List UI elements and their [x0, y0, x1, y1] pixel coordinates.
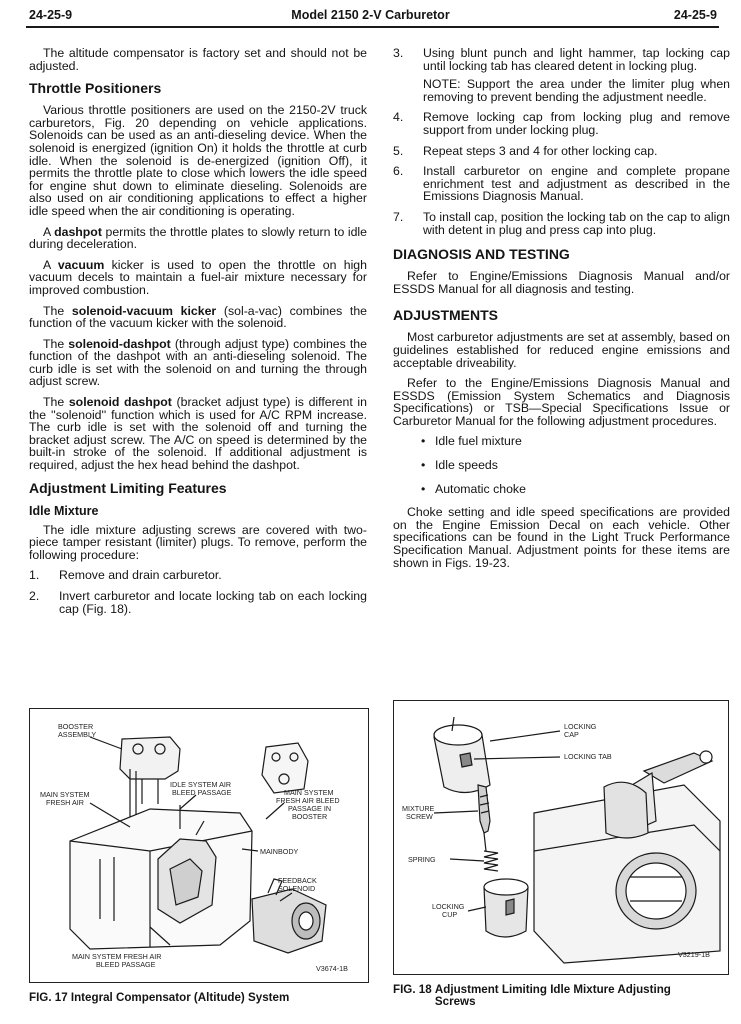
right-column	[393, 47, 730, 577]
label-spring: SPRING	[408, 855, 436, 864]
figure-18-number: FIG. 18	[393, 983, 432, 996]
label-booster-2: BOOSTER	[292, 812, 328, 821]
solenoid-dashpot-term: solenoid-dashpot	[68, 336, 171, 351]
label-assembly: ASSEMBLY	[58, 730, 97, 739]
label-passage-in: PASSAGE IN	[288, 804, 332, 813]
label-mixture: MIXTURE	[402, 804, 435, 813]
idle-mixture-heading: Idle Mixture	[29, 503, 99, 518]
figure-18-caption	[393, 984, 729, 1008]
page-header	[0, 6, 741, 26]
label-mainbody: MAINBODY	[260, 847, 299, 856]
procedure-steps-left	[29, 569, 367, 615]
idle-mixture-limiter-illustration	[394, 701, 727, 973]
label-booster: BOOSTER	[58, 722, 94, 731]
label-main-system-2: MAIN SYSTEM	[284, 788, 334, 797]
support-note: NOTE: Support the area under the limiter plug when removing to prevent bending the adjustment needle.	[423, 77, 730, 104]
dashpot-term: dashpot	[54, 224, 102, 239]
figure-17	[29, 708, 369, 983]
list-item: 3. Using blunt punch and light hammer, tap locking cap until locking tab has cleared detent in locking plug. NOTE: Support the area under the limiter plug when removing to prevent bending the adjustment needle.	[393, 46, 730, 104]
label-cap: CAP	[564, 730, 579, 739]
figure-code: V3674-1B	[316, 964, 348, 973]
figure-17-caption: FIG. 17 Integral Compensator (Altitude) System	[29, 991, 290, 1004]
carburetor-compensator-illustration	[30, 709, 367, 981]
altitude-intro: The altitude compensator is factory set and should not be adjusted.	[29, 46, 367, 73]
label-bleed-passage-2: BLEED PASSAGE	[96, 960, 156, 969]
page-number-left: 24-25-9	[29, 8, 73, 22]
page-number-right: 24-25-9	[673, 8, 717, 22]
label-locking: LOCKING	[564, 722, 597, 731]
diagnosis-paragraph: Refer to Engine/Emissions Diagnosis Manual and/or ESSDS Manual for all diagnosis and testing.	[393, 269, 730, 296]
list-item: 4. Remove locking cap from locking plug and remove support from under locking plug.	[393, 110, 730, 137]
throttle-paragraph: Various throttle positioners are used on the 2150-2V truck carburetors, Fig. 20 depending on vehicle applications. Solenoids can be used as an anti-dieseling device. When the solenoid is energized (ignition On) it holds the throttle at curb idle. When the solenoid is de-energized (ignition Off), it permits the throttle plate to close which lowers the idle speed for engine shut down to eliminate dieseling. Solenoids are also used on air conditioning applications to effect a higher idle speed when the air conditioning is operating.	[29, 103, 367, 218]
adjustments-paragraph-2: Refer to the Engine/Emissions Diagnosis Manual and ESSDS (Emission System Schematics and Diagnosis Specifications) or TSB—Special Specifications Issue or Carburetor Manual for the following adjustment procedures.	[393, 376, 730, 428]
list-item: 7. To install cap, position the locking tab on the cap to align with detent in plug and press cap into plug.	[393, 209, 730, 237]
bullet-icon: •	[421, 481, 426, 496]
label-idle-system-air: IDLE SYSTEM AIR	[170, 780, 232, 789]
figure-18-caption-text: Adjustment Limiting Idle Mixture Adjusting Screws	[434, 983, 671, 1008]
label-locking-tab: LOCKING TAB	[564, 752, 612, 761]
diagnosis-testing-heading: DIAGNOSIS AND TESTING	[393, 246, 570, 263]
label-fresh-air-bleed: FRESH AIR BLEED	[276, 796, 340, 805]
adjustment-limiting-heading: Adjustment Limiting Features	[29, 479, 227, 496]
list-item: • Idle speeds	[421, 458, 498, 473]
list-item: 5. Repeat steps 3 and 4 for other locking cap.	[393, 143, 658, 158]
figure-code: V3219-1B	[678, 950, 710, 959]
solenoid-dashpot-bracket-term: solenoid dashpot	[68, 395, 172, 410]
solenoid-vacuum-kicker-paragraph: The solenoid-vacuum kicker (sol-a-vac) combines the function of the vacuum kicker with the solenoid.	[29, 303, 368, 331]
header-rule	[26, 26, 719, 28]
procedure-steps-right	[393, 47, 730, 236]
solenoid-dashpot-bracket-paragraph: The solenoid dashpot (bracket adjust type) is different in the ''solenoid'' function which is used for A/C RPM increase. The curb idle is set with the solenoid off and turning the bracket adjust screw. The A/C on speed is determined by the built-in stroke of the solenoid. If additional adjustment is required, adjust the hex head behind the dashpot.	[29, 395, 368, 473]
label-bleed-passage: BLEED PASSAGE	[172, 788, 232, 797]
list-item: 6. Install carburetor on engine and complete propane enrichment test and adjustment as described in the Emissions Diagnosis Manual.	[393, 164, 730, 204]
solenoid-dashpot-paragraph: The solenoid-dashpot (through adjust type) combines the function of the dashpot with an anti-dieseling solenoid. The curb idle is set with the solenoid on and turning the through adjust screw.	[29, 336, 367, 389]
list-item: • Idle fuel mixture	[421, 434, 522, 449]
figure-18	[393, 700, 729, 975]
label-cup: CUP	[442, 910, 458, 919]
solenoid-vacuum-kicker-term: solenoid-vacuum kicker	[71, 303, 217, 318]
vacuum-paragraph: A vacuum kicker is used to open the throttle on high vacuum decels to maintain a fuel-air mixture necessary for improved combustion.	[29, 257, 367, 297]
list-item: 1. Remove and drain carburetor.	[29, 568, 222, 583]
label-solenoid: SOLENOID	[278, 884, 316, 893]
throttle-positioners-heading: Throttle Positioners	[29, 80, 162, 97]
document-title: Model 2150 2-V Carburetor	[291, 8, 450, 22]
label-locking-2: LOCKING	[432, 902, 465, 911]
bullet-icon: •	[421, 458, 426, 473]
vacuum-term: vacuum	[57, 257, 105, 272]
choke-paragraph: Choke setting and idle speed specifications are provided on the Engine Emission Decal on each vehicle. Other specifications can be found in the Light Truck Performance Specification Manual. Adjustment points for these items are shown in Figs. 19-23.	[393, 505, 730, 570]
adjustments-heading: ADJUSTMENTS	[393, 307, 499, 324]
adjustment-bullets	[421, 435, 730, 495]
label-main-system-fresh-air: MAIN SYSTEM FRESH AIR	[72, 952, 162, 961]
list-item: 2. Invert carburetor and locate locking tab on each locking cap (Fig. 18).	[29, 589, 367, 616]
idle-mixture-paragraph: The idle mixture adjusting screws are covered with two-piece tamper resistant (limiter) plugs. To remove, perform the following procedure:	[29, 522, 367, 562]
list-item: • Automatic choke	[421, 481, 526, 496]
label-main-system: MAIN SYSTEM	[40, 790, 90, 799]
adjustments-paragraph-1: Most carburetor adjustments are set at assembly, based on guidelines established for reduced engine emissions and acceptable driveability.	[393, 330, 730, 370]
label-feedback: FEEDBACK	[278, 876, 317, 885]
label-fresh-air: FRESH AIR	[46, 798, 84, 807]
dashpot-paragraph: A dashpot permits the throttle plates to slowly return to idle during deceleration.	[29, 224, 367, 252]
left-column	[29, 47, 367, 623]
bullet-icon: •	[421, 434, 426, 449]
label-screw: SCREW	[406, 812, 433, 821]
